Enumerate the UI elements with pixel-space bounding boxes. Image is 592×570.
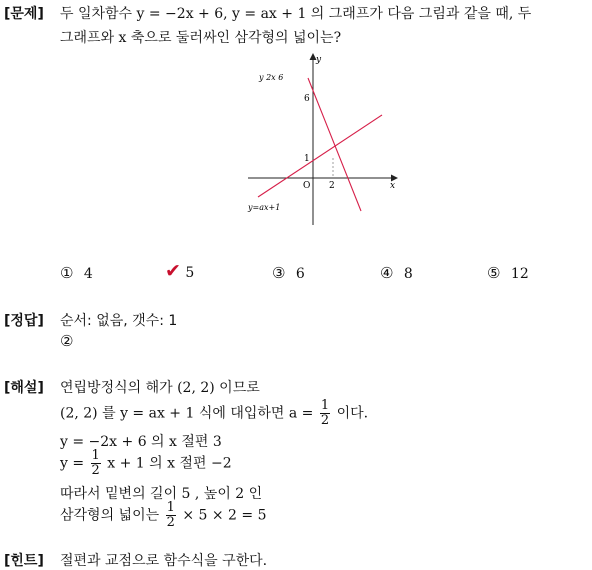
axis-x-label: x: [390, 181, 396, 191]
problem-tag: [문제]: [4, 6, 44, 22]
axis-y-label: y: [316, 55, 322, 65]
choice-1-number: ①: [60, 264, 74, 282]
fraction-one-half: $\frac{1}{2}$: [320, 398, 330, 428]
choice-4-number: ④: [380, 264, 394, 282]
line-y-ax-plus1: [258, 115, 382, 197]
solution-line-5: 따라서 밑변의 길이 5 , 높이 2 인: [60, 486, 263, 502]
choice-5-value: 12: [510, 266, 529, 282]
solution-line-2-end: 이다.: [336, 405, 369, 422]
solution-line-6-end: × 5 × 2 = 5: [182, 507, 267, 524]
origin-label: O: [303, 181, 311, 191]
problem-line-1: 두 일차함수 y = −2x + 6, y = ax + 1 의 그래프가 다음 그림과 같을 때, 두: [60, 6, 532, 22]
choice-3[interactable]: [272, 264, 305, 282]
choice-1[interactable]: [60, 264, 93, 282]
solution-line-2: [60, 399, 368, 428]
choice-1-value: 4: [83, 266, 93, 282]
solution-line-1: 연립방정식의 해가 (2, 2) 이므로: [60, 380, 260, 396]
answer-tag: [정답]: [4, 313, 44, 329]
label-line-2: y=ax+1: [248, 203, 281, 212]
problem-line-2: 그래프와 x 축으로 둘러싸인 삼각형의 넓이는?: [60, 30, 342, 46]
choice-2-value: 5: [185, 265, 195, 281]
label-line-1: y 2x 6: [259, 73, 284, 82]
answer-line-2: ②: [60, 332, 74, 350]
answer-line-1: 순서: 없음, 갯수: 1: [60, 313, 178, 329]
line-y-neg2x-plus6: [308, 78, 361, 211]
choice-2[interactable]: [165, 260, 194, 282]
checkmark-icon: ✔: [165, 260, 181, 282]
tick-y-1: 1: [304, 154, 310, 164]
solution-line-4: [60, 449, 232, 478]
choice-4-value: 8: [403, 266, 413, 282]
tick-x-2: 2: [329, 181, 335, 191]
fraction-one-half-2: $\frac{1}{2}$: [91, 448, 100, 478]
solution-line-3: y = −2x + 6 의 x 절편 3: [60, 434, 222, 450]
choice-5-number: ⑤: [487, 264, 501, 282]
solution-line-2-text: (2, 2) 를 y = ax + 1 식에 대입하면 a =: [60, 405, 314, 422]
choice-4[interactable]: [380, 264, 413, 282]
fraction-one-half-3: $\frac{1}{2}$: [166, 500, 175, 530]
function-graph: [245, 50, 405, 230]
choice-5[interactable]: [487, 264, 529, 282]
tick-y-6: 6: [304, 94, 310, 104]
choice-3-value: 6: [295, 266, 305, 282]
solution-line-4-start: y =: [60, 455, 85, 472]
hint-text: 절편과 교점으로 함수식을 구한다.: [60, 553, 268, 569]
solution-line-4-end: x + 1 의 x 절편 −2: [107, 455, 232, 472]
solution-line-6-start: 삼각형의 넓이는: [60, 507, 160, 524]
choice-3-number: ③: [272, 264, 286, 282]
solution-line-6: [60, 501, 266, 530]
solution-tag: [해설]: [4, 380, 44, 396]
hint-tag: [힌트]: [4, 553, 44, 569]
